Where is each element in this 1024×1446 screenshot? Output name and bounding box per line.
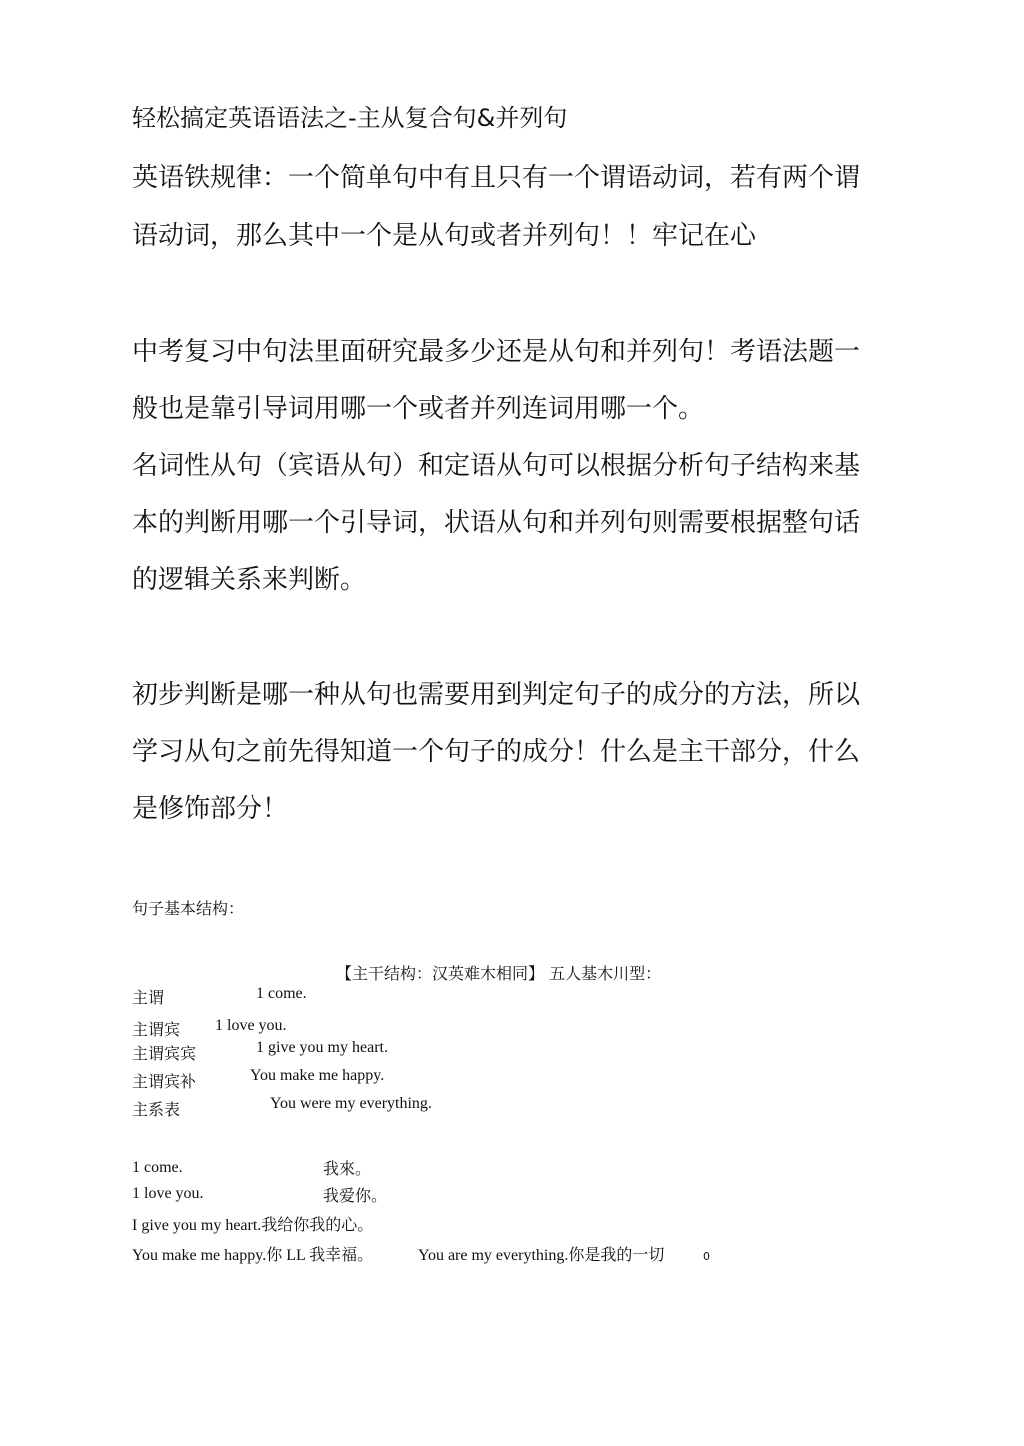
para2-line-2: 学习从句之前先得知道一个句子的成分！什么是主干部分，什么: [132, 737, 861, 767]
pattern-label: 主谓宾补: [132, 1072, 197, 1091]
para1-line-4: 本的判断用哪一个引导词，状语从句和并列句则需要根据整句话: [132, 508, 861, 538]
translation-en: 1 come.: [132, 1159, 183, 1176]
pattern-example: 1 give you my heart.: [256, 1039, 388, 1056]
page-title: 轻松搞定英语语法之-主从复合句&并列句: [132, 104, 568, 132]
para2-line-1: 初步判断是哪一种从句也需要用到判定句子的成分的方法，所以: [132, 680, 861, 710]
rule-line-1: 英语铁规律：一个简单句中有且只有一个谓语动词，若有两个谓: [132, 163, 861, 193]
translation-line: I give you my heart.我给你我的心。: [132, 1217, 374, 1234]
pattern-example: 1 come.: [256, 985, 307, 1002]
structure-subheading: 【主干结构：汉英难木相同】 五人基木川型：: [336, 964, 662, 983]
pattern-label: 主谓宾: [132, 1020, 181, 1039]
para2-line-3: 是修饰部分！: [132, 794, 289, 824]
pattern-example: You make me happy.: [250, 1067, 385, 1084]
structure-heading: 句子基本结构：: [132, 899, 245, 918]
translation-en: 1 love you.: [132, 1185, 204, 1202]
pattern-label: 主谓宾宾: [132, 1044, 197, 1063]
pattern-label: 主系表: [132, 1100, 181, 1119]
translation-line: You are my everything.你是我的一切: [418, 1247, 665, 1264]
para1-line-3: 名词性从句（宾语从句）和定语从句可以根据分析句子结构来基: [132, 451, 861, 481]
pattern-example: You were my everything.: [270, 1095, 432, 1112]
para1-line-2: 般也是靠引导词用哪一个或者并列连词用哪一个。: [132, 394, 705, 424]
pattern-label: 主谓: [132, 988, 165, 1007]
rule-line-2: 语动词，那么其中一个是从句或者并列句！！牢记在心: [132, 221, 757, 251]
translation-line: You make me happy.你 LL 我幸福。: [132, 1247, 374, 1264]
para1-line-1: 中考复习中句法里面研究最多少还是从句和并列句！考语法题一: [132, 337, 861, 367]
translation-zh: 我來。: [323, 1159, 372, 1178]
translation-mark: 0: [703, 1250, 710, 1263]
pattern-example: 1 love you.: [215, 1017, 287, 1034]
translation-zh: 我爱你。: [323, 1186, 388, 1205]
para1-line-5: 的逻辑关系来判断。: [132, 565, 367, 595]
